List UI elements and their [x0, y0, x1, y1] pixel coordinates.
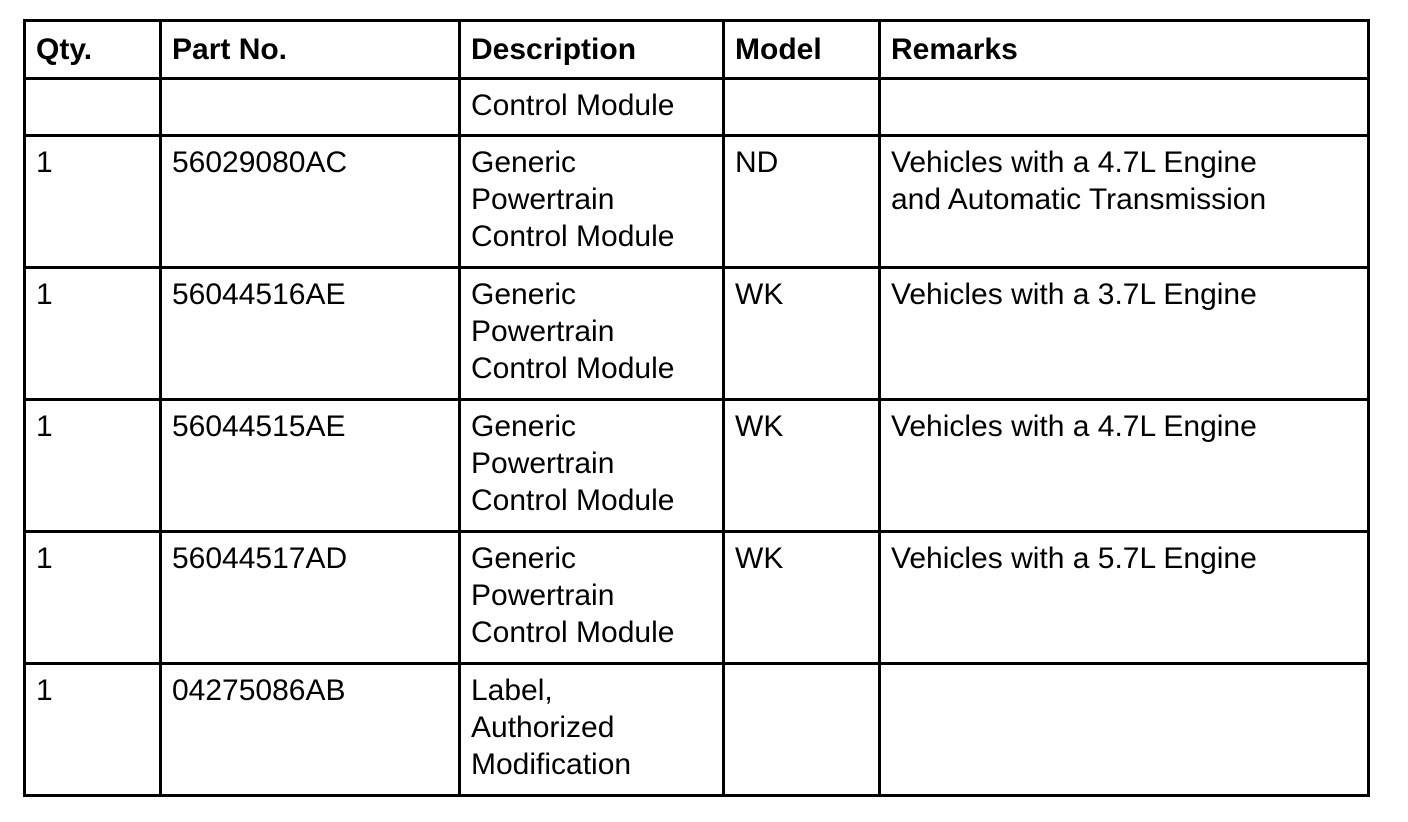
part-no-cell: 56044515AE	[161, 400, 460, 532]
description-line: Generic	[471, 542, 577, 575]
remarks-cell	[880, 79, 1369, 136]
part-no-cell: 56044516AE	[161, 268, 460, 400]
header-part-no: Part No.	[161, 21, 460, 79]
table-row	[25, 532, 1369, 664]
description-line: Powertrain	[471, 447, 615, 480]
table-row	[25, 79, 1369, 136]
qty-cell: 1	[25, 532, 161, 664]
description-cell	[460, 400, 724, 532]
model-cell: WK	[724, 400, 880, 532]
description-line: Powertrain	[471, 315, 615, 348]
remarks-cell	[880, 400, 1369, 532]
table-header-row	[25, 21, 1369, 79]
description-cell	[460, 532, 724, 664]
header-model: Model	[724, 21, 880, 79]
remarks-line: Vehicles with a 4.7L Engine	[891, 410, 1257, 443]
part-no-cell: 04275086AB	[161, 664, 460, 796]
remarks-line: and Automatic Transmission	[891, 183, 1267, 216]
qty-cell: 1	[25, 136, 161, 268]
table-row	[25, 664, 1369, 796]
remarks-cell	[880, 532, 1369, 664]
remarks-cell	[880, 136, 1369, 268]
model-cell: ND	[724, 136, 880, 268]
remarks-line: Vehicles with a 3.7L Engine	[891, 278, 1257, 311]
part-no-cell	[161, 79, 460, 136]
parts-table	[23, 19, 1370, 797]
description-cell	[460, 268, 724, 400]
description-line: Generic	[471, 146, 577, 179]
description-line: Generic	[471, 410, 577, 443]
qty-cell: 1	[25, 268, 161, 400]
description-cell	[460, 136, 724, 268]
remarks-cell	[880, 664, 1369, 796]
model-cell	[724, 664, 880, 796]
part-no-cell: 56044517AD	[161, 532, 460, 664]
description-line: Modification	[471, 748, 632, 781]
table-row	[25, 268, 1369, 400]
header-description: Description	[460, 21, 724, 79]
model-cell: WK	[724, 532, 880, 664]
description-line: Label,	[471, 674, 553, 707]
table-row	[25, 400, 1369, 532]
description-line: Control Module	[471, 616, 675, 649]
model-cell	[724, 79, 880, 136]
description-line: Control Module	[471, 484, 675, 517]
remarks-cell	[880, 268, 1369, 400]
header-qty: Qty.	[25, 21, 161, 79]
description-line: Powertrain	[471, 183, 615, 216]
description-line: Control Module	[471, 89, 675, 122]
remarks-line: Vehicles with a 4.7L Engine	[891, 146, 1257, 179]
header-remarks: Remarks	[880, 21, 1369, 79]
qty-cell: 1	[25, 400, 161, 532]
qty-cell: 1	[25, 664, 161, 796]
description-cell	[460, 664, 724, 796]
description-line: Generic	[471, 278, 577, 311]
description-cell	[460, 79, 724, 136]
description-line: Control Module	[471, 220, 675, 253]
description-line: Authorized	[471, 711, 615, 744]
description-line: Control Module	[471, 352, 675, 385]
model-cell: WK	[724, 268, 880, 400]
part-no-cell: 56029080AC	[161, 136, 460, 268]
qty-cell	[25, 79, 161, 136]
description-line: Powertrain	[471, 579, 615, 612]
table-row	[25, 136, 1369, 268]
remarks-line: Vehicles with a 5.7L Engine	[891, 542, 1257, 575]
